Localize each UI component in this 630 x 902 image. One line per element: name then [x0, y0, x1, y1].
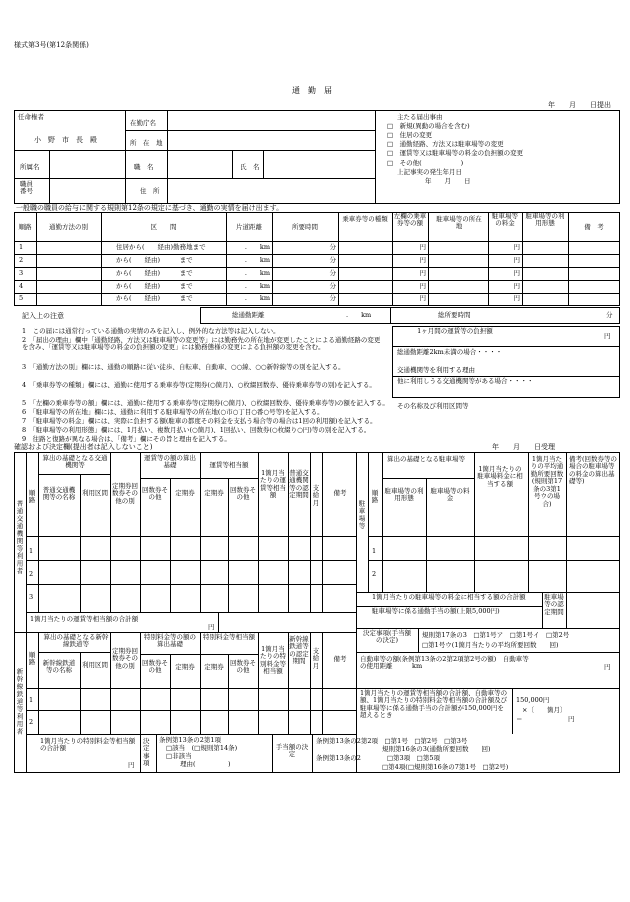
note-8: 8 「駐車場等の利用形態」欄には、1月払い、複数月払い(○箇月)、1回払い、回数券(○枚綴り○円)等の別を記入する。 — [22, 426, 371, 434]
transit-remarks-header: 備考 — [333, 489, 347, 497]
header-ticket: 乗車券等の種類 — [342, 215, 388, 223]
shinkansen-pay-header: 支給月 — [312, 647, 320, 670]
note-7: 7 「駐車場等の料金」欄には、実際に負担する額(駐車の都度その料金を支払う場合等の場合は1回の利用額)を記入する。 — [22, 417, 377, 425]
shinkansen-period-header: 新幹線鉄道等の認定期間 — [289, 635, 309, 666]
sum-cap: 150,000円 — [516, 696, 550, 704]
shinkansen-total-label: 1箇月当たりの特別料金等相当額の合計額 — [40, 737, 136, 753]
parking-order-header: 順路 — [371, 489, 379, 505]
header-distance: 片道距離 — [236, 223, 262, 231]
shinkansen-section-header: 利用区間 — [82, 661, 108, 669]
shinkansen-equiv-pass-header: 定期券 — [204, 663, 224, 671]
note-3: 3 「通勤方法の別」欄には、通勤の順路に従い徒歩、自転車、自動車、○○線、○○新幹線等の別を記入する。 — [22, 363, 345, 371]
parking-1m-header: 1箇月当たりの駐車場料金に相当する額 — [477, 465, 523, 488]
parking-period-label: 駐車場等の認定期間 — [544, 593, 564, 616]
under-2km-label: 総通勤距離2km未満の場合・・・・ — [397, 348, 503, 356]
shinkansen-users-label: 新幹線鉄道等利用者 — [15, 668, 24, 736]
fare-equiv-coupon-header: 回数券その他 — [230, 486, 256, 502]
transit-row-2: 2 — [29, 570, 34, 578]
position-label: 職 名 — [134, 163, 154, 171]
location-label: 所 在 地 — [130, 139, 163, 147]
occurrence-date: 年 月 日 — [425, 177, 471, 185]
other-transport-label: 他に利用しうる交通機関等がある場合・・・・ — [397, 377, 534, 385]
shinkansen-basis-header: 算出の基礎となる新幹線鉄道等 — [43, 633, 109, 649]
header-parking-loc: 駐車場等の所在地 — [436, 215, 482, 231]
employee-no-label: 職員 番号 — [20, 180, 33, 196]
parking-row-1: 1 — [372, 547, 377, 555]
article-13-2: 条例第13条の2第2項 □第1号 □第2号 □第3号 — [316, 737, 468, 745]
parking-fee-header: 駐車場等の料金 — [430, 487, 470, 503]
note-4: 4 「乗車券等の種類」欄には、通勤に使用する乗車券等(定期券(○箇月)、○枚綴回数券、優待乗車券等の別)を記入する。 — [22, 381, 376, 389]
car-amount-label: 自動車等の額(条例第13条の2第2項第2号の額) 自動車等の使用距離 km — [360, 655, 529, 671]
parking-remarks-header: 備考(回数券等の場合の駐車場等の料金の算出基礎等) — [569, 455, 618, 486]
fare-equiv-header: 運賃等相当額 — [209, 461, 249, 469]
shinkansen-pass-header: 定期券 — [175, 663, 195, 671]
note-9: 9 往路と復路が異なる場合は、「備考」欄にその旨と理由を記入する。 — [22, 435, 231, 443]
reasons-heading: 主たる届出事由 — [397, 113, 443, 121]
shinkansen-total-unit: 円 — [128, 761, 135, 769]
header-order: 順路 — [18, 223, 32, 231]
transport-reason-label: 交通機関等を利用する理由 — [397, 366, 475, 374]
transit-pay-header: 支給月 — [312, 484, 320, 507]
shinkansen-fee-equiv-header: 特別料金等相当額 — [203, 633, 255, 641]
header-time: 所要時間 — [292, 223, 318, 231]
header-parking-fee: 駐車場等の料金 — [492, 212, 518, 228]
note-6: 6 「駐車場等の所在地」欄には、通勤に利用する駐車場等の所在地(○市○丁目○番○号等)を記入する。 — [22, 408, 324, 416]
parking-avg-header: 1箇月当たりの平均通勤所要回数(規則第17条の3第1号ウの場合) — [530, 455, 564, 508]
decision-items-label: 決定事項 — [143, 737, 150, 768]
fare-1m-unit: 円 — [604, 332, 611, 340]
other-transport-name-label: その名称及び利用区間等 — [397, 402, 469, 410]
parking-total-label: 1箇月当たりの駐車場等の料金に相当する額の合計額 — [372, 593, 526, 601]
shinkansen-row-2: 2 — [29, 718, 34, 726]
transit-basis-header: 算出の基礎となる交通機関等 — [42, 454, 108, 470]
fare-1m-label: 1ヶ月間の運賃等の負担額 — [417, 327, 493, 335]
mayor-label: 小 野 市 長 殿 — [34, 136, 97, 144]
sum-exceed-label: 1箇月当たりの運賃等相当額の合計額、自動車等の額、1箇月当たりの特別料金等相当額の合計額及び駐車場等に係る通勤手当の合計額が150,000円を超えるとき — [360, 689, 508, 720]
header-method: 通勤方法の別 — [49, 223, 88, 231]
fare-equiv-pass-header: 定期券 — [204, 489, 224, 497]
header-left-ticket: 左欄の乗車券等の額 — [393, 212, 427, 228]
reason-item-2[interactable]: □ 住居の変更 — [387, 131, 433, 139]
occurrence-label: 上記事実の発生年月日 — [397, 168, 462, 176]
parking-allowance-label: 駐車場等に係る通勤手当の額(上限5,000円) — [372, 607, 500, 615]
address-label: 住 所 — [140, 187, 160, 195]
header-remarks: 備 考 — [584, 223, 604, 231]
total-distance-label: 総通勤距離 — [232, 311, 265, 319]
sum-months: ×〔 箇月〕 — [522, 706, 567, 714]
article-13-4: □第4項(□規則第16条の7第1号 □第2号) — [382, 763, 509, 771]
header-parking-form: 駐車場等の利用形態 — [525, 212, 565, 228]
transit-order-header: 順路 — [28, 489, 36, 505]
transit-row-1: 1 — [29, 547, 34, 555]
article-13-1: 条例第13条の2第1項 — [159, 736, 222, 744]
reason-item-4[interactable]: □ 運賃等又は駐車場等の料金の負担額の変更 — [387, 149, 524, 157]
transit-name-header: 普通交通機関等の名称 — [42, 486, 76, 502]
decision-date: 年 月 日受理 — [492, 443, 555, 451]
reason-item-3[interactable]: □ 通勤経路、方法又は駐車場等の変更 — [387, 140, 504, 148]
article-13-1-not-applicable[interactable]: □非該当 — [166, 752, 192, 760]
page-title: 通 勤 届 — [292, 86, 332, 95]
shinkansen-ticket-header: 定期券回数券その他の別 — [112, 647, 138, 670]
decision-heading: 確認および決定欄(提出者は記入しないこと) — [14, 443, 153, 451]
note-1: 1 この届には通常行っている通勤の実情のみを記入し、例外的な方法等は記入しない。 — [22, 327, 280, 335]
rule-17-3-ua: □第1号ウ(1箇月当たりの平均所要回数 回) — [422, 641, 559, 649]
dept-label: 所属名 — [20, 163, 40, 171]
sum-result: ＝ 円 — [516, 715, 575, 723]
applicant-block — [14, 110, 620, 204]
total-time-unit: 分 — [606, 311, 613, 319]
note-5: 5 「左欄の乗車券等の額」欄には、通勤に使用する乗車券等(定期券(○箇月)、○枚綴回数券、優待乗車券等)の額を記入する。 — [22, 399, 389, 407]
note-2: 2 「届出の理由」欄中「通勤経路、方法又は駐車場等の変更等」には勤務先の所在地が変更したことによる通勤経路の変更を含み、「運賃等又は駐車場等の料金の負担額の変更」には勤務態様の変更による負担額の変更を含む。 — [22, 336, 381, 352]
form-number: 様式第3号(第12条関係) — [14, 41, 89, 49]
rule-17-3: 規則第17条の3 □第1号ア □第1号イ □第2号 — [422, 631, 570, 639]
intro-text: 一般職の職員の給与に関する規則第12条の規定に基づき、通勤の実情を届け出ます。 — [16, 204, 284, 212]
reason-item-5[interactable]: □ その他( ) — [387, 159, 464, 167]
transit-users-label: 普通交通機関等利用者 — [15, 500, 24, 575]
appointing-authority-label: 任命権者 — [18, 113, 44, 121]
name-label: 氏 名 — [240, 163, 260, 171]
shinkansen-order-header: 順路 — [28, 651, 36, 667]
parking-basis-header: 算出の基礎となる駐車場等 — [387, 455, 465, 463]
transit-period-header: 普通交通機関等の認定期間 — [289, 469, 309, 500]
rule-16-3: 規則第16条の3(通勤所要回数 回) — [382, 745, 491, 753]
fare-basis-coupon-header: 回数券その他 — [142, 486, 168, 502]
transit-row-3: 3 — [29, 593, 34, 601]
header-section: 区 間 — [150, 223, 177, 231]
fare-basis-header: 運賃等の額の算出基礎 — [144, 454, 196, 470]
transit-ticket-header: 定期券回数券その他の別 — [112, 482, 138, 505]
shinkansen-equiv-coupon-header: 回数券その他 — [230, 659, 256, 675]
office-name-label: 在勤庁名 — [130, 119, 156, 127]
total-time-label: 総所要時間 — [438, 311, 471, 319]
submission-date: 年 月 日提出 — [548, 101, 611, 109]
shinkansen-coupon-header: 回数券その他 — [142, 659, 168, 675]
parking-form-header: 駐車場等の利用形態 — [384, 487, 424, 503]
reason-item-1[interactable]: □ 新規(異動の場合を含む) — [387, 122, 470, 130]
shinkansen-row-1: 1 — [29, 696, 34, 704]
notes-side-box — [392, 326, 620, 398]
allowance-decision-label: 手当額の決定 — [275, 743, 309, 759]
fare-1m-header: 1箇月当たりの運賃等相当額 — [260, 469, 286, 500]
shinkansen-name-header: 新幹線鉄道等の名称 — [42, 659, 76, 675]
article-13-3: 条例第13条の2 □第3項 □第5項 — [316, 754, 440, 762]
article-13-1-reason: 理由( ) — [180, 760, 231, 768]
parking-row-2: 2 — [372, 570, 377, 578]
shinkansen-remarks-header: 備考 — [333, 655, 347, 663]
total-distance-unit: . km — [346, 311, 372, 319]
transit-total-label: 1箇月当たりの運賃等相当額の合計額 — [30, 615, 139, 623]
parking-users-label: 駐車場等 — [357, 500, 366, 530]
transit-section-header: 利用区間 — [82, 489, 108, 497]
fare-basis-pass-header: 定期券 — [175, 489, 195, 497]
shinkansen-fee-basis-header: 特別料金等の額の算出基礎 — [144, 633, 196, 649]
decision-item-label: 決定事項(手当額の決定) — [362, 629, 412, 645]
notes-heading: 記入上の注意 — [22, 312, 64, 320]
transit-total-unit: 円 — [208, 623, 215, 631]
car-amount-unit: 円 — [604, 663, 611, 671]
shinkansen-1m-header: 1箇月当たりの特別料金等相当額 — [260, 645, 286, 676]
article-13-1-applicable[interactable]: □該当 (□規則第14条) — [166, 744, 238, 752]
